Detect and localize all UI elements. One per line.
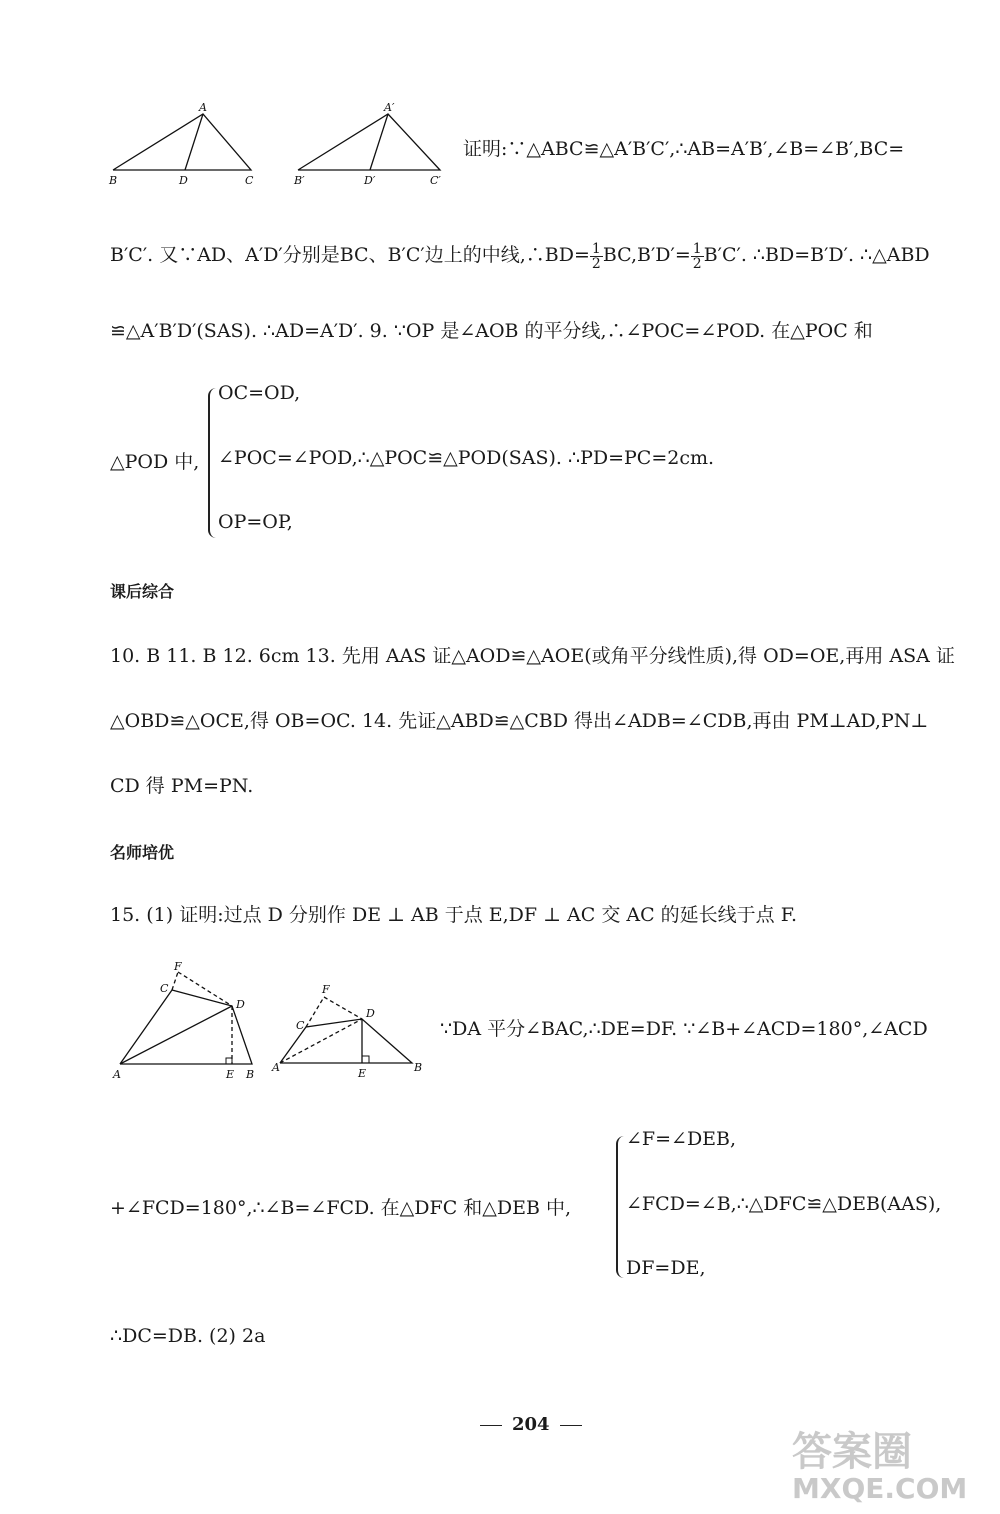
answers-line-2: △OBD≌△OCE,得 OB=OC. 14. 先证△ABD≌△CBD 得出∠ADB=∠CDB,再由 PM⊥AD,PN⊥ <box>110 710 929 732</box>
label-c: C <box>160 982 169 995</box>
label-a: A <box>272 1061 280 1074</box>
p9-eq-1: OC=OD, <box>218 382 301 404</box>
p9-eq-2: ∠POC=∠POD,∴△POC≌△POD(SAS). ∴PD=PC=2cm. <box>218 447 715 469</box>
brace-p9 <box>208 388 216 538</box>
section-heading-teacher: 名师培优 <box>110 843 175 862</box>
p15-eq-1: ∠F=∠DEB, <box>626 1128 737 1150</box>
label-a: A <box>113 1068 121 1081</box>
figure-15-right <box>270 975 435 1085</box>
label-e: E <box>358 1067 367 1080</box>
label-c: C <box>296 1019 305 1032</box>
p15-conclusion: ∴DC=DB. (2) 2a <box>110 1325 266 1347</box>
proof-line-2-c: B′C′. ∴BD=B′D′. ∴△ABD <box>703 244 930 266</box>
p15-line-1: 15. (1) 证明:过点 D 分别作 DE ⊥ AB 于点 E,DF ⊥ AC 交 AC 的延长线于点 F. <box>110 904 797 926</box>
p15-eq-2: ∠FCD=∠B,∴△DFC≌△DEB(AAS), <box>626 1193 942 1215</box>
label-e: E <box>226 1068 235 1081</box>
proof-line-3: ≌△A′B′D′(SAS). ∴AD=A′D′. 9. ∵OP 是∠AOB 的平分线,∴∠POC=∠POD. 在△POC 和 <box>110 320 873 342</box>
watermark-logo: 答案圈 <box>792 1429 912 1475</box>
label-f: F <box>174 960 182 973</box>
label-b: B <box>246 1068 255 1081</box>
fraction-half-2: $\frac{1}{2}$ <box>692 240 702 272</box>
p15-eq-3: DF=DE, <box>626 1257 706 1279</box>
proof-line-2-b: BC,B′D′= <box>602 244 691 266</box>
brace-p15 <box>616 1136 624 1278</box>
proof-line-2 <box>110 240 930 271</box>
label-f: F <box>322 983 330 996</box>
proof-line-2-a: B′C′. 又∵AD、A′D′分别是BC、B′C′边上的中线,∴BD= <box>110 244 590 266</box>
figure-triangle-abc-prime <box>290 100 460 190</box>
proof-line-1: 证明:∵△ABC≌△A′B′C′,∴AB=A′B′,∠B=∠B′,BC= <box>463 138 905 160</box>
label-c-prime: C′ <box>430 174 441 187</box>
label-d: D <box>179 174 188 187</box>
answers-line-1: 10. B 11. B 12. 6cm 13. 先用 AAS 证△AOD≌△AOE(或角平分线性质),得 OD=OE,再用 ASA 证 <box>110 645 955 667</box>
answers-line-3: CD 得 PM=PN. <box>110 775 254 797</box>
label-a-prime: A′ <box>384 101 395 114</box>
label-b: B <box>414 1061 423 1074</box>
p15-line-2: ∵DA 平分∠BAC,∴DE=DF. ∵∠B+∠ACD=180°,∠ACD <box>440 1018 928 1040</box>
page-number: 204 <box>470 1414 592 1435</box>
figure-15-left <box>110 960 270 1085</box>
p9-eq-3: OP=OP, <box>218 511 293 533</box>
label-d: D <box>366 1007 375 1020</box>
figure-triangle-abc <box>105 100 265 190</box>
section-heading-after-class: 课后综合 <box>110 582 175 601</box>
p15-prefix: +∠FCD=180°,∴∠B=∠FCD. 在△DFC 和△DEB 中, <box>110 1197 572 1219</box>
label-b: B <box>109 174 118 187</box>
label-b-prime: B′ <box>294 174 305 187</box>
label-d-prime: D′ <box>364 174 376 187</box>
label-d: D <box>236 998 245 1011</box>
watermark-url: MXQE.COM <box>792 1472 968 1505</box>
p9-prefix: △POD 中, <box>110 451 200 473</box>
fraction-half-1: $\frac{1}{2}$ <box>591 240 601 272</box>
label-a: A <box>199 101 207 114</box>
label-c: C <box>245 174 254 187</box>
